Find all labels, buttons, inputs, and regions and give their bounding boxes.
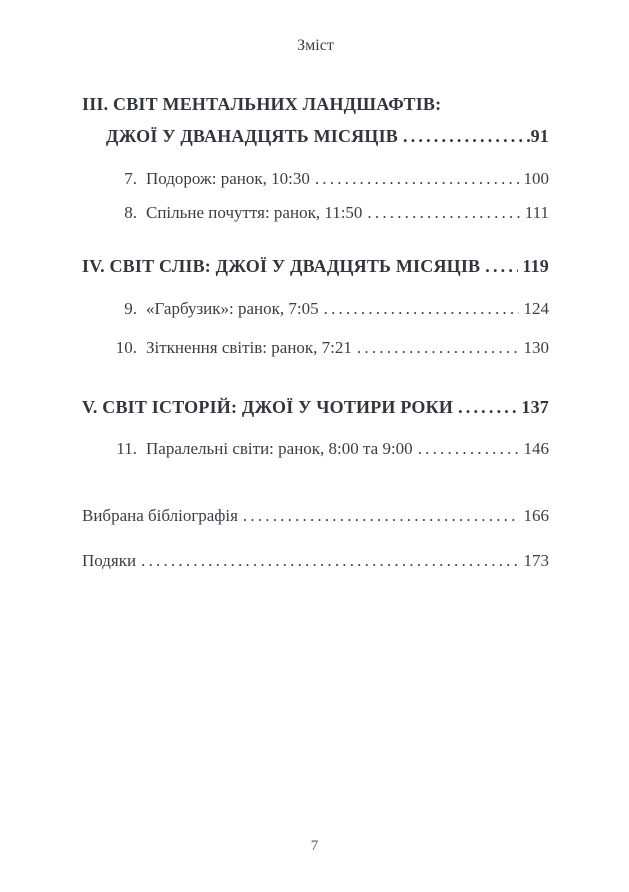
toc-section-heading	[82, 396, 549, 418]
page-number-ref: 137	[521, 397, 549, 417]
dot-leader	[352, 337, 519, 359]
toc-section-heading-continuation	[82, 125, 549, 147]
dot-leader	[362, 202, 519, 224]
page-number-ref: 173	[523, 551, 549, 570]
toc-section-heading-text: III. СВІТ МЕНТАЛЬНИХ ЛАНДШАФТІВ:	[82, 94, 442, 114]
dot-leader	[238, 505, 519, 527]
dot-leader	[319, 298, 519, 320]
back-matter-label: Подяки	[82, 551, 137, 570]
toc-section-heading-text: IV. СВІТ СЛІВ: ДЖОЇ У ДВАДЦЯТЬ МІСЯЦІВ	[82, 256, 481, 276]
toc-item-label: Паралельні світи: ранок, 8:00 та 9:00	[146, 439, 413, 458]
toc-item	[82, 168, 549, 190]
page-number-ref: 119	[522, 256, 549, 276]
toc-item	[82, 337, 549, 359]
toc-item	[82, 298, 549, 320]
toc-item-label: Спільне почуття: ранок, 11:50	[146, 203, 363, 222]
page-number-ref: 146	[523, 439, 549, 458]
toc-item-label: Подорож: ранок, 10:30	[146, 169, 310, 188]
toc-section-heading-text: ДЖОЇ У ДВАНАДЦЯТЬ МІСЯЦІВ	[106, 126, 398, 146]
toc-item	[82, 438, 549, 460]
back-matter-label: Вибрана бібліографія	[82, 506, 238, 525]
back-matter-entry	[82, 505, 549, 527]
toc-content	[82, 0, 549, 572]
dot-leader	[398, 125, 531, 147]
footer-page-number: 7	[310, 838, 319, 854]
toc-item-number: 10.	[115, 338, 137, 357]
dot-leader	[136, 550, 518, 572]
dot-leader	[480, 255, 518, 277]
page-number-ref: 100	[523, 169, 549, 188]
toc-item	[82, 202, 549, 224]
page-number-ref: 91	[530, 126, 549, 146]
toc-item-label: «Гарбузик»: ранок, 7:05	[146, 299, 319, 318]
toc-item-label: Зіткнення світів: ранок, 7:21	[146, 338, 352, 357]
page-number-ref: 111	[524, 203, 549, 222]
dot-leader	[413, 438, 519, 460]
toc-section-heading	[82, 93, 549, 115]
toc-section-heading	[82, 255, 549, 277]
toc-item-number: 8.	[124, 203, 137, 222]
toc-section-heading-text: V. СВІТ ІСТОРІЙ: ДЖОЇ У ЧОТИРИ РОКИ	[82, 397, 454, 417]
page-number-ref: 166	[523, 506, 549, 525]
dot-leader	[453, 396, 517, 418]
page-title: Зміст	[297, 37, 334, 54]
toc-item-number: 9.	[124, 299, 137, 318]
toc-item-number: 7.	[124, 169, 137, 188]
toc-item-number: 11.	[116, 439, 137, 458]
page-number-ref: 124	[523, 299, 549, 318]
dot-leader	[310, 168, 519, 190]
page-number-ref: 130	[523, 338, 549, 357]
back-matter-entry	[82, 550, 549, 572]
